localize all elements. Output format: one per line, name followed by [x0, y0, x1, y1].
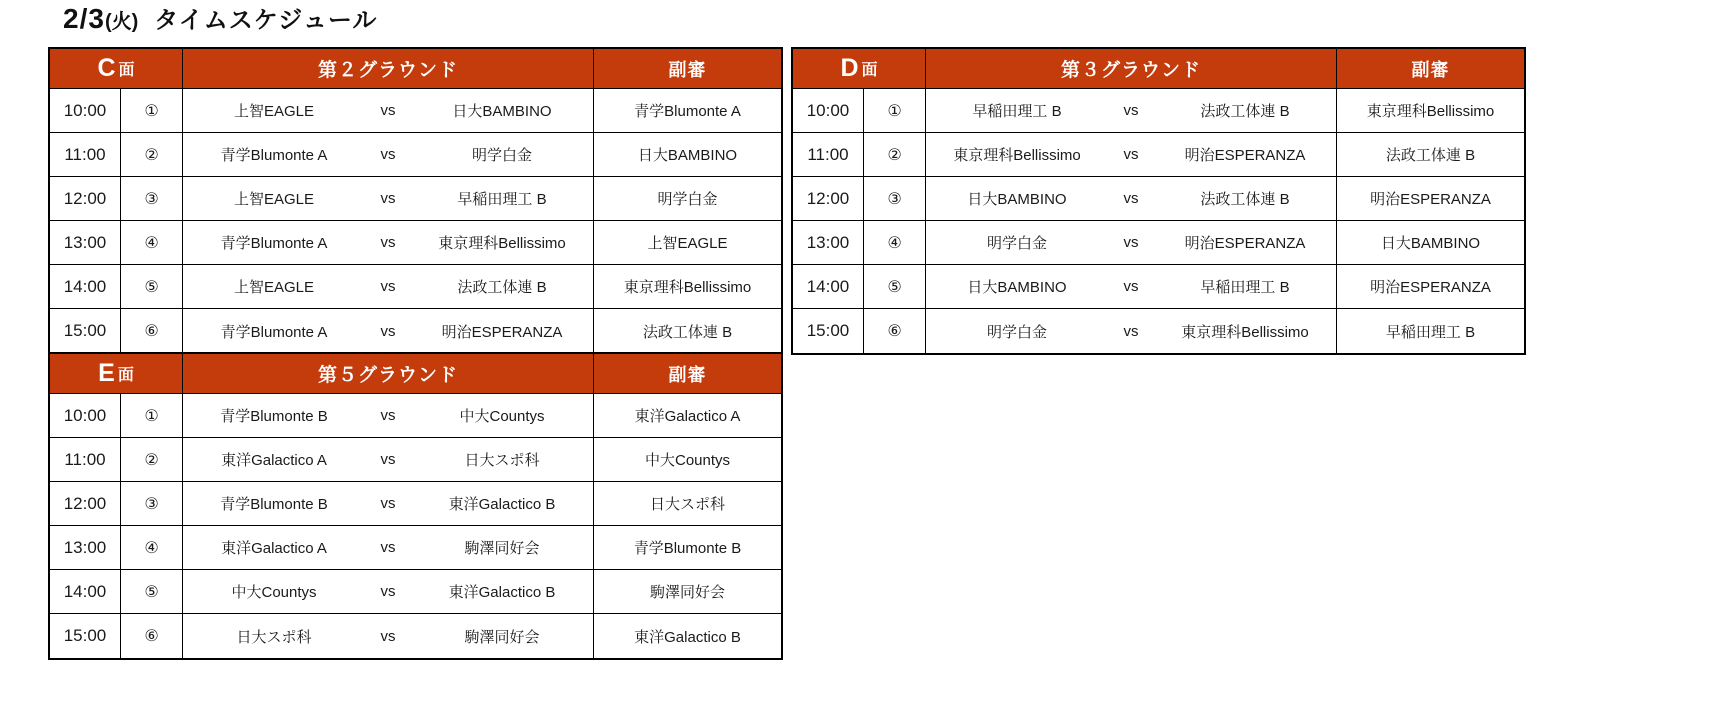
- table-row: [50, 177, 781, 221]
- schedule-table-c: [48, 47, 783, 355]
- page-title: [63, 0, 377, 35]
- vs-label: vs: [380, 495, 396, 512]
- referee-cell: 青学Blumonte B: [594, 526, 781, 570]
- match-number: ①: [121, 89, 183, 133]
- home-team: 中大Countys: [231, 584, 317, 601]
- home-team: 日大BAMBINO: [967, 279, 1067, 296]
- home-team: 明学白金: [986, 235, 1047, 252]
- home-team: 早稲田理工 B: [972, 103, 1062, 120]
- table-row: [50, 614, 781, 658]
- referee-cell: 法政工体連 B: [594, 309, 781, 353]
- away-team: 法政工体連 B: [457, 279, 547, 296]
- court-header: [50, 354, 183, 394]
- away-team: 早稲田理工 B: [457, 191, 547, 208]
- time-cell: 12:00: [50, 177, 121, 221]
- match-cell: [926, 133, 1337, 177]
- table-row: [793, 221, 1524, 265]
- match-cell: [183, 133, 594, 177]
- home-team: 明学白金: [986, 323, 1047, 341]
- away-team: 日大BAMBINO: [452, 103, 552, 120]
- home-team: 東京理科Bellissimo: [953, 147, 1081, 164]
- time-cell: 11:00: [50, 133, 121, 177]
- match-number: ③: [864, 177, 926, 221]
- header-row: [50, 354, 781, 394]
- title-weekday: (火): [104, 11, 139, 33]
- table-row: [50, 133, 781, 177]
- time-cell: 15:00: [793, 309, 864, 353]
- table-row: [793, 89, 1524, 133]
- table-row: [50, 438, 781, 482]
- home-team: 青学Blumonte A: [220, 235, 328, 252]
- time-cell: 11:00: [50, 438, 121, 482]
- referee-cell: 青学Blumonte A: [594, 89, 781, 133]
- away-team: 日大スポ科: [464, 452, 540, 469]
- referee-cell: 早稲田理工 B: [1337, 309, 1524, 353]
- away-team: 東洋Galactico B: [448, 584, 556, 601]
- referee-header: 副審: [594, 49, 781, 89]
- schedule-table-d: [791, 47, 1526, 355]
- match-number: ①: [864, 89, 926, 133]
- match-number: ②: [121, 133, 183, 177]
- ground-header: 第５グラウンド: [183, 354, 594, 394]
- time-cell: 13:00: [50, 526, 121, 570]
- vs-label: vs: [380, 102, 396, 119]
- home-team: 上智EAGLE: [233, 279, 315, 296]
- table-row: [793, 265, 1524, 309]
- court-suffix: 面: [861, 62, 878, 79]
- match-cell: [183, 265, 594, 309]
- time-cell: 14:00: [793, 265, 864, 309]
- match-number: ⑥: [864, 309, 926, 353]
- court-header: [50, 49, 183, 89]
- table-row: [50, 394, 781, 438]
- time-cell: 14:00: [50, 265, 121, 309]
- away-team: 明治ESPERANZA: [1184, 235, 1306, 252]
- referee-cell: 東京理科Bellissimo: [1337, 89, 1524, 133]
- vs-label: vs: [1123, 322, 1139, 340]
- ground-header: 第３グラウンド: [926, 49, 1337, 89]
- table-row: [50, 309, 781, 353]
- referee-header: 副審: [594, 354, 781, 394]
- referee-cell: 東洋Galactico A: [594, 394, 781, 438]
- match-number: ⑥: [121, 309, 183, 353]
- match-cell: [183, 89, 594, 133]
- match-cell: [926, 309, 1337, 353]
- time-cell: 13:00: [793, 221, 864, 265]
- away-team: 駒澤同好会: [464, 628, 540, 646]
- time-cell: 13:00: [50, 221, 121, 265]
- title-date: 2/3: [63, 3, 105, 34]
- vs-label: vs: [380, 234, 396, 251]
- header-row: [793, 49, 1524, 89]
- match-number: ③: [121, 177, 183, 221]
- header-row: [50, 49, 781, 89]
- away-team: 東洋Galactico B: [448, 496, 556, 513]
- match-number: ⑤: [121, 265, 183, 309]
- time-cell: 10:00: [50, 394, 121, 438]
- match-number: ④: [864, 221, 926, 265]
- time-cell: 14:00: [50, 570, 121, 614]
- vs-label: vs: [380, 451, 396, 468]
- home-team: 東洋Galactico A: [221, 452, 327, 469]
- title-label: タイムスケジュール: [154, 7, 378, 34]
- match-cell: [926, 177, 1337, 221]
- vs-label: vs: [380, 146, 396, 163]
- time-cell: 10:00: [793, 89, 864, 133]
- court-letter: E: [98, 359, 115, 387]
- vs-label: vs: [1123, 234, 1139, 251]
- table-row: [50, 570, 781, 614]
- home-team: 青学Blumonte B: [220, 408, 328, 425]
- table-row: [793, 309, 1524, 353]
- court-suffix: 面: [118, 62, 135, 79]
- table-row: [50, 265, 781, 309]
- vs-label: vs: [1123, 102, 1139, 119]
- home-team: 青学Blumonte B: [220, 496, 328, 513]
- match-cell: [183, 309, 594, 353]
- vs-label: vs: [380, 322, 396, 340]
- court-suffix: 面: [117, 367, 134, 384]
- table-row: [50, 89, 781, 133]
- match-cell: [183, 482, 594, 526]
- home-team: 青学Blumonte A: [220, 323, 328, 341]
- away-team: 明治ESPERANZA: [1184, 147, 1306, 164]
- referee-cell: 東洋Galactico B: [594, 614, 781, 658]
- referee-cell: 日大BAMBINO: [594, 133, 781, 177]
- match-cell: [183, 614, 594, 658]
- referee-cell: 中大Countys: [594, 438, 781, 482]
- match-number: ⑤: [121, 570, 183, 614]
- match-number: ③: [121, 482, 183, 526]
- vs-label: vs: [380, 278, 396, 295]
- time-cell: 10:00: [50, 89, 121, 133]
- time-cell: 15:00: [50, 614, 121, 658]
- away-team: 東京理科Bellissimo: [1181, 323, 1309, 341]
- away-team: 法政工体連 B: [1200, 191, 1290, 208]
- court-letter: D: [840, 54, 859, 82]
- match-cell: [926, 265, 1337, 309]
- time-cell: 11:00: [793, 133, 864, 177]
- table-row: [50, 482, 781, 526]
- away-team: 明学白金: [471, 147, 532, 164]
- court-header: [793, 49, 926, 89]
- home-team: 日大BAMBINO: [967, 191, 1067, 208]
- match-number: ②: [121, 438, 183, 482]
- vs-label: vs: [1123, 190, 1139, 207]
- referee-cell: 明治ESPERANZA: [1337, 177, 1524, 221]
- away-team: 中大Countys: [459, 408, 545, 425]
- table-row: [50, 526, 781, 570]
- schedule-table-e: [48, 352, 783, 660]
- match-cell: [926, 221, 1337, 265]
- away-team: 東京理科Bellissimo: [438, 235, 566, 252]
- away-team: 法政工体連 B: [1200, 103, 1290, 120]
- time-cell: 12:00: [50, 482, 121, 526]
- match-cell: [926, 89, 1337, 133]
- referee-cell: 明学白金: [594, 177, 781, 221]
- home-team: 青学Blumonte A: [220, 147, 328, 164]
- vs-label: vs: [380, 407, 396, 424]
- referee-header: 副審: [1337, 49, 1524, 89]
- court-letter: C: [97, 54, 116, 82]
- ground-header: 第２グラウンド: [183, 49, 594, 89]
- home-team: 東洋Galactico A: [221, 540, 327, 557]
- match-number: ④: [121, 221, 183, 265]
- match-number: ①: [121, 394, 183, 438]
- referee-cell: 日大BAMBINO: [1337, 221, 1524, 265]
- vs-label: vs: [1123, 278, 1139, 295]
- away-team: 早稲田理工 B: [1200, 279, 1290, 296]
- match-cell: [183, 526, 594, 570]
- vs-label: vs: [1123, 146, 1139, 163]
- time-cell: 15:00: [50, 309, 121, 353]
- vs-label: vs: [380, 190, 396, 207]
- vs-label: vs: [380, 627, 396, 645]
- match-number: ④: [121, 526, 183, 570]
- vs-label: vs: [380, 539, 396, 556]
- referee-cell: 明治ESPERANZA: [1337, 265, 1524, 309]
- home-team: 上智EAGLE: [233, 191, 315, 208]
- match-cell: [183, 394, 594, 438]
- table-row: [50, 221, 781, 265]
- home-team: 日大スポ科: [236, 628, 312, 646]
- referee-cell: 日大スポ科: [594, 482, 781, 526]
- match-cell: [183, 438, 594, 482]
- home-team: 上智EAGLE: [233, 103, 315, 120]
- match-number: ⑥: [121, 614, 183, 658]
- referee-cell: 東京理科Bellissimo: [594, 265, 781, 309]
- match-cell: [183, 221, 594, 265]
- table-row: [793, 133, 1524, 177]
- vs-label: vs: [380, 583, 396, 600]
- referee-cell: 上智EAGLE: [594, 221, 781, 265]
- table-row: [793, 177, 1524, 221]
- match-number: ⑤: [864, 265, 926, 309]
- away-team: 駒澤同好会: [464, 540, 540, 557]
- match-cell: [183, 177, 594, 221]
- match-cell: [183, 570, 594, 614]
- time-cell: 12:00: [793, 177, 864, 221]
- referee-cell: 駒澤同好会: [594, 570, 781, 614]
- match-number: ②: [864, 133, 926, 177]
- referee-cell: 法政工体連 B: [1337, 133, 1524, 177]
- away-team: 明治ESPERANZA: [441, 323, 563, 341]
